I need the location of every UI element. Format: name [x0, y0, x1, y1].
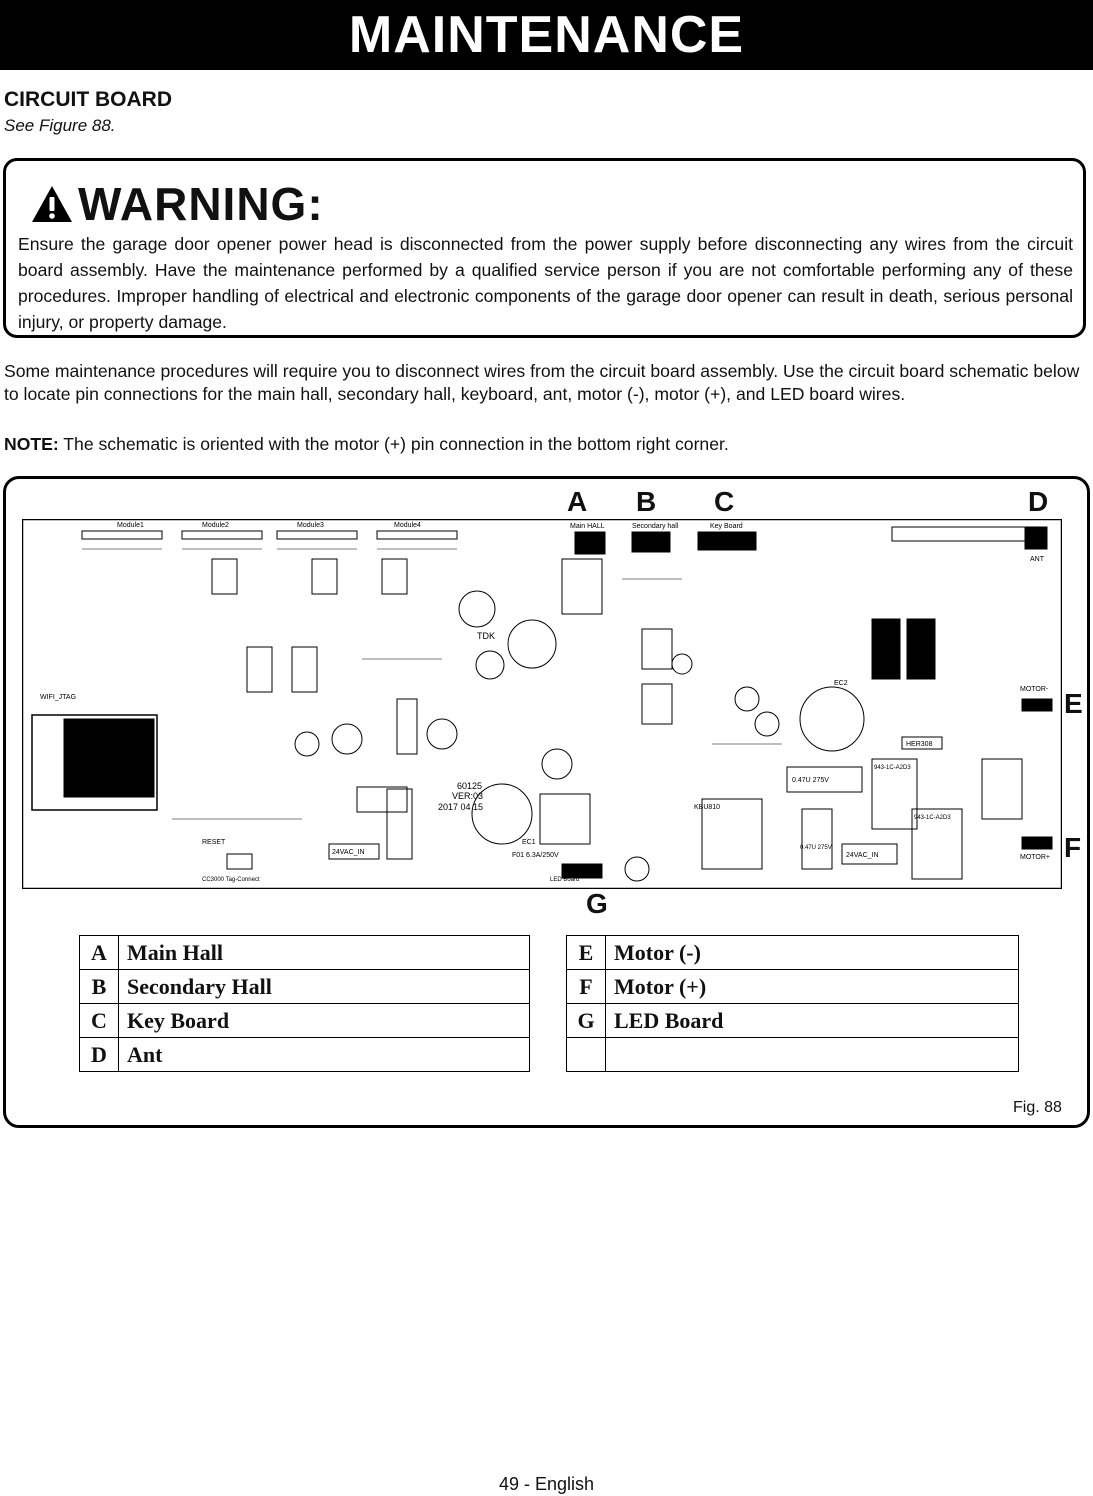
figure-label: Fig. 88	[1013, 1099, 1062, 1116]
legend-row	[567, 936, 1019, 970]
fuse-label: F01 6.3A/250V	[512, 852, 559, 859]
legend-key: A	[80, 936, 119, 970]
legend-value: Key Board	[119, 1004, 530, 1038]
module4-connector	[377, 531, 457, 539]
warning-triangle-icon	[30, 184, 74, 224]
cap2-label: 0.47U 275V	[800, 845, 832, 851]
relay1-label: 943-1C-A2D3	[874, 765, 911, 771]
callout-c: C	[714, 486, 735, 517]
note-paragraph	[4, 433, 1090, 456]
ant-label: ANT	[1030, 556, 1044, 563]
ec2-label: EC2	[834, 680, 848, 687]
main-hall-label: Main HALL	[570, 523, 605, 530]
intro-paragraph: Some maintenance procedures will require you to disconnect wires from the circuit board assembly. Use the circuit board schematic below to locate pin connections for the main hall, secondary hall, keyboard, ant, motor (-), motor (+), and LED board wires.	[4, 361, 1080, 404]
ec1-label: EC1	[522, 839, 536, 846]
legend-left	[79, 935, 530, 1072]
note-label: NOTE:	[4, 434, 59, 454]
legend-value: Main Hall	[119, 936, 530, 970]
module1-label: Module1	[117, 522, 144, 529]
callout-e: E	[1064, 688, 1083, 719]
key-board-label: Key Board	[710, 523, 743, 530]
legend-right	[566, 935, 1019, 1072]
module4-label: Module4	[394, 522, 421, 529]
legend-row	[80, 1004, 530, 1038]
page-header: MAINTENANCE	[0, 0, 1093, 70]
cap-box-2	[802, 809, 832, 869]
ant-connector	[1025, 527, 1047, 549]
page-footer: 49 - English	[498, 1474, 595, 1494]
legend-key	[567, 1038, 606, 1072]
legend-key: F	[567, 970, 606, 1004]
callout-g: G	[586, 888, 608, 919]
legend-row	[80, 1038, 530, 1072]
note-text: The schematic is oriented with the motor (+) pin connection in the bottom right corner.	[58, 434, 729, 454]
wifi-jtag-label: WIFI_JTAG	[40, 694, 77, 701]
legend-key: B	[80, 970, 119, 1004]
ant-header	[892, 527, 1032, 541]
key-board-connector	[698, 532, 756, 550]
legend-row	[567, 1038, 1019, 1072]
callout-d: D	[1028, 486, 1049, 517]
relay-block-2	[907, 619, 935, 679]
motor-plus-connector	[1022, 837, 1052, 849]
module3-label: Module3	[297, 522, 324, 529]
legend-value: Motor (+)	[606, 970, 1019, 1004]
code-label: 60125	[457, 781, 483, 791]
vac-in-label: 24VAC_IN	[846, 852, 879, 859]
her308-label: HER308	[906, 741, 933, 748]
led-board-connector	[562, 864, 602, 878]
warning-text: Ensure the garage door opener power head is disconnected from the power supply before disconnecting any wires from the circuit board assembly. Have the maintenance performed by a qualified service person if you are not comfortable performing any of these procedures. Improper handling of electrical and electronic components of the garage door opener can result in death, serious personal injury, or property damage.	[18, 234, 1073, 332]
module3-connector	[277, 531, 357, 539]
legend-row	[567, 970, 1019, 1004]
hall-connectors	[570, 523, 756, 554]
legend-value: Ant	[119, 1038, 530, 1072]
reset-switch	[227, 854, 252, 869]
legend-key: E	[567, 936, 606, 970]
circuit-board-schematic	[22, 519, 1062, 889]
fuse-box	[982, 759, 1022, 819]
section-title: CIRCUIT BOARD	[4, 88, 172, 111]
motor-plus-label: MOTOR+	[1020, 854, 1051, 861]
tdk-label: TDK	[477, 631, 495, 641]
kbu-label: KBU810	[694, 804, 721, 811]
wifi-chip	[64, 719, 154, 797]
motor-minus-label: MOTOR-	[1020, 686, 1049, 693]
warning-box	[3, 158, 1086, 338]
legend-row	[567, 1004, 1019, 1038]
version-label: VER:03	[452, 791, 484, 801]
secondary-hall-label: Secondary hall	[632, 523, 679, 530]
relay2-label: 943-1C-A2D3	[914, 815, 951, 821]
legend-value: LED Board	[606, 1004, 1019, 1038]
callout-f: F	[1064, 832, 1082, 863]
legend-key: D	[80, 1038, 119, 1072]
motor-minus-connector	[1022, 699, 1052, 711]
cap1-label: 0.47U 275V	[792, 777, 829, 784]
module2-label: Module2	[202, 522, 229, 529]
reset-label: RESET	[202, 839, 226, 846]
callout-b: B	[636, 486, 657, 517]
legend-value: Secondary Hall	[119, 970, 530, 1004]
legend-row	[80, 970, 530, 1004]
vac-in2-label: 24VAC_IN	[332, 849, 365, 856]
legend-value: Motor (-)	[606, 936, 1019, 970]
module-connectors	[82, 522, 457, 539]
module2-connector	[182, 531, 262, 539]
main-hall-connector	[575, 532, 605, 554]
warning-title: WARNING:	[78, 178, 324, 230]
section-subtitle: See Figure 88.	[4, 116, 116, 135]
callout-a: A	[567, 486, 588, 517]
traces	[82, 549, 782, 819]
relay-block-1	[872, 619, 900, 679]
legend-key: C	[80, 1004, 119, 1038]
legend-key: G	[567, 1004, 606, 1038]
legend-value	[606, 1038, 1019, 1072]
tag-connect-label: CC3000 Tag-Connect	[202, 877, 260, 883]
warning-heading	[30, 178, 324, 230]
module1-connector	[82, 531, 162, 539]
secondary-hall-connector	[632, 532, 670, 552]
led-board-label: LED Board	[550, 877, 580, 883]
date-label: 2017 04 15	[438, 802, 484, 812]
legend-row	[80, 936, 530, 970]
